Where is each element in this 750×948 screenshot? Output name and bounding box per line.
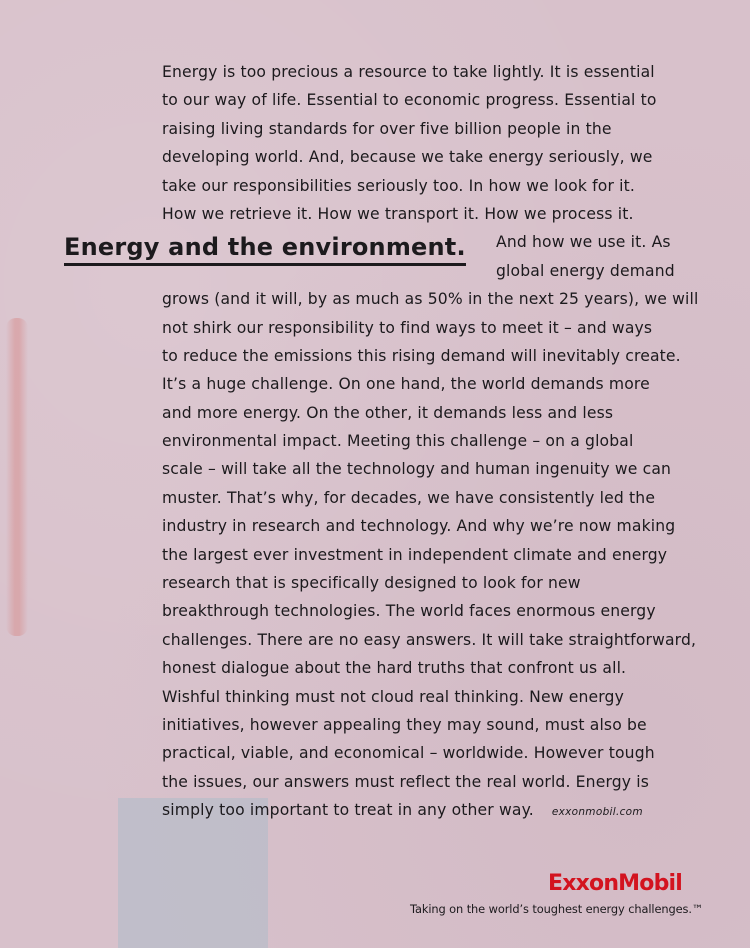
body-line: global energy demand bbox=[496, 261, 675, 280]
headline: Energy and the environment. bbox=[64, 233, 466, 266]
body-line: Energy is too precious a resource to take lightly. It is essential bbox=[162, 63, 655, 81]
body-line: It’s a huge challenge. On one hand, the world demands more bbox=[162, 375, 650, 394]
body-line: initiatives, however appealing they may sound, must also be bbox=[162, 715, 647, 734]
body-line: grows (and it will, by as much as 50% in the next 25 years), we will bbox=[162, 290, 699, 309]
body-line: not shirk our responsibility to find ways to meet it – and ways bbox=[162, 318, 653, 337]
body-line: research that is specifically designed to look for new bbox=[162, 574, 581, 593]
body-line: And how we use it. As bbox=[496, 233, 671, 252]
body-line-final bbox=[162, 796, 672, 824]
body-line: to our way of life. Essential to economic progress. Essential to bbox=[162, 91, 657, 110]
body-line: honest dialogue about the hard truths that confront us all. bbox=[162, 659, 627, 678]
exxonmobil-logo: ExxonMobil bbox=[548, 871, 683, 896]
body-line: Wishful thinking must not cloud real thinking. New energy bbox=[162, 687, 624, 706]
body-line: simply too important to treat in any other way. bbox=[162, 801, 534, 820]
body-line: environmental impact. Meeting this challenge – on a global bbox=[162, 432, 634, 451]
body-line: How we retrieve it. How we transport it. How we process it. bbox=[162, 204, 634, 223]
body-line: challenges. There are no easy answers. It will take straightforward, bbox=[162, 630, 697, 649]
body-line: to reduce the emissions this rising demand will inevitably create. bbox=[162, 346, 681, 365]
body-line: and more energy. On the other, it demands less and less bbox=[162, 403, 614, 422]
body-line: practical, viable, and economical – worldwide. However tough bbox=[162, 744, 655, 763]
body-line: developing world. And, because we take energy seriously, we bbox=[162, 148, 653, 167]
body-line: the issues, our answers must reflect the real world. Energy is bbox=[162, 772, 650, 791]
body-line: the largest ever investment in independent climate and energy bbox=[162, 545, 668, 564]
website-url: exxonmobil.com bbox=[551, 806, 643, 819]
body-line: scale – will take all the technology and human ingenuity we can bbox=[162, 460, 672, 479]
body-line: take our responsibilities seriously too. In how we look for it. bbox=[162, 176, 635, 195]
body-line: raising living standards for over five billion people in the bbox=[162, 119, 612, 138]
body-line: muster. That’s why, for decades, we have consistently led the bbox=[162, 488, 656, 507]
body-line: breakthrough technologies. The world faces enormous energy bbox=[162, 602, 656, 621]
body-line: industry in research and technology. And why we’re now making bbox=[162, 517, 676, 536]
body-copy bbox=[162, 58, 699, 825]
page-stain bbox=[6, 318, 28, 636]
tagline: Taking on the world’s toughest energy challenges.™ bbox=[410, 902, 704, 916]
